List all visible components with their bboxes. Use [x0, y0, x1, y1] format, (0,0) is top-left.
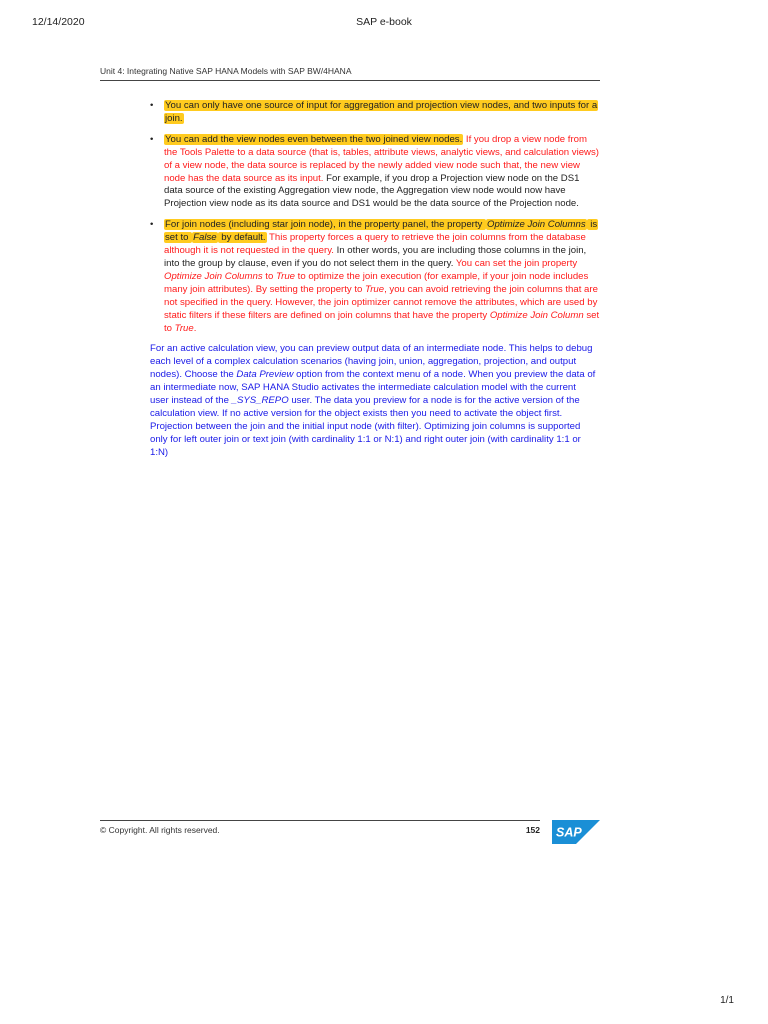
text-segment: option from the context menu of a node. When you preview the data of an intermediate now, SAP HANA Studio activates the intermediate calculation model with the current user instead of the [150, 369, 596, 407]
text-segment: For an active calculation view, you can preview output data of an intermediate node. This helps to debug each level of a complex calculation scenarios (having join, union, aggregation, projection, and output nodes). Choose the [150, 343, 593, 381]
bullet-item [150, 133, 600, 211]
text-segment: , you can avoid retrieving the join columns that are not specified in the query. However, the join optimizer cannot remove the attributes, which are used by static filters if these filters are defined on join columns that have the property [164, 283, 598, 321]
text-segment: Optimize Join Column [489, 309, 584, 321]
unit-heading: Unit 4: Integrating Native SAP HANA Models with SAP BW/4HANA [100, 66, 352, 76]
bullet-text [164, 219, 599, 333]
sap-logo-text: SAP [556, 825, 582, 840]
page-number: 152 [525, 825, 540, 835]
footer-rule [100, 820, 540, 821]
bullet-item [150, 100, 600, 126]
bullet-mark: • [150, 133, 154, 145]
print-title: SAP e-book [356, 16, 412, 28]
document-page [100, 66, 600, 460]
text-segment: Optimize Join Columns [164, 270, 263, 282]
text-segment: You can add the view nodes even between the two joined view nodes. [165, 133, 463, 145]
text-segment: . [193, 322, 197, 334]
text-segment: is set to [165, 219, 598, 244]
text-segment: True [275, 270, 295, 282]
text-segment: For example, if you drop a Projection view node on the DS1 data source of the existing Aggregation view node, the Aggregation view node would now have Projection view node as its data source and DS1 would be the data source of the Projection node. [164, 172, 580, 210]
sap-logo-graphic [552, 820, 600, 844]
text-segment: For join nodes (including star join node), in the property panel, the property [165, 219, 485, 231]
bullet-list [100, 100, 600, 335]
text-segment: You can only have one source of input for aggregation and projection view nodes, and two inputs for a join. [165, 100, 598, 124]
bullet-mark: • [150, 219, 154, 231]
bullet-item [150, 219, 600, 335]
intermediate-preview-paragraph [150, 343, 596, 459]
text-segment: _SYS_REPO [231, 395, 289, 407]
text-segment: This property forces a query to retrieve the join columns from the database although it is not requested in the query. [164, 232, 586, 257]
text-segment: If you drop a view node from the Tools Palette to a data source (that is, tables, attribute views, analytic views, and calculation views) of a view node, the data source is replaced by the newly added view node such that, the new view node has the data source as its input. [164, 133, 599, 184]
header-rule [100, 80, 600, 81]
page-footer [100, 820, 540, 835]
text-segment: In other words, you are including those columns in the join, into the group by clause, even if you do not select them in the query. [164, 245, 587, 269]
text-segment: True [365, 283, 385, 295]
text-segment: False [193, 232, 217, 244]
text-segment: Data Preview [236, 369, 294, 381]
text-segment: by default. [218, 232, 266, 244]
print-date: 12/14/2020 [32, 16, 85, 28]
bullet-text [164, 100, 598, 124]
page-counter: 1/1 [720, 995, 734, 1006]
text-segment: True [174, 322, 194, 334]
bullet-mark: • [150, 100, 154, 111]
print-header [0, 16, 768, 32]
sap-logo [552, 820, 600, 844]
text-segment: You can set the join property [453, 257, 578, 269]
text-segment: set to [164, 309, 600, 334]
text-segment: user. The data you preview for a node is for the active version of the calculation view. If no active version for the object exists then you need to activate the object first. Projection between the join and the initial input node (with filter). Optimizing join columns is supported only for left outer join or text join (with cardinality 1:1 or N:1) and right outer join (with cardinality 1:1 or 1:N) [150, 395, 581, 458]
text-segment: Optimize Join Columns [486, 219, 586, 231]
text-segment: to optimize the join execution (for example, if your join node includes many join attributes). By setting the property to [164, 270, 589, 295]
copyright-text: © Copyright. All rights reserved. [100, 825, 220, 835]
bullet-text [164, 134, 599, 210]
text-segment: to [262, 270, 276, 282]
